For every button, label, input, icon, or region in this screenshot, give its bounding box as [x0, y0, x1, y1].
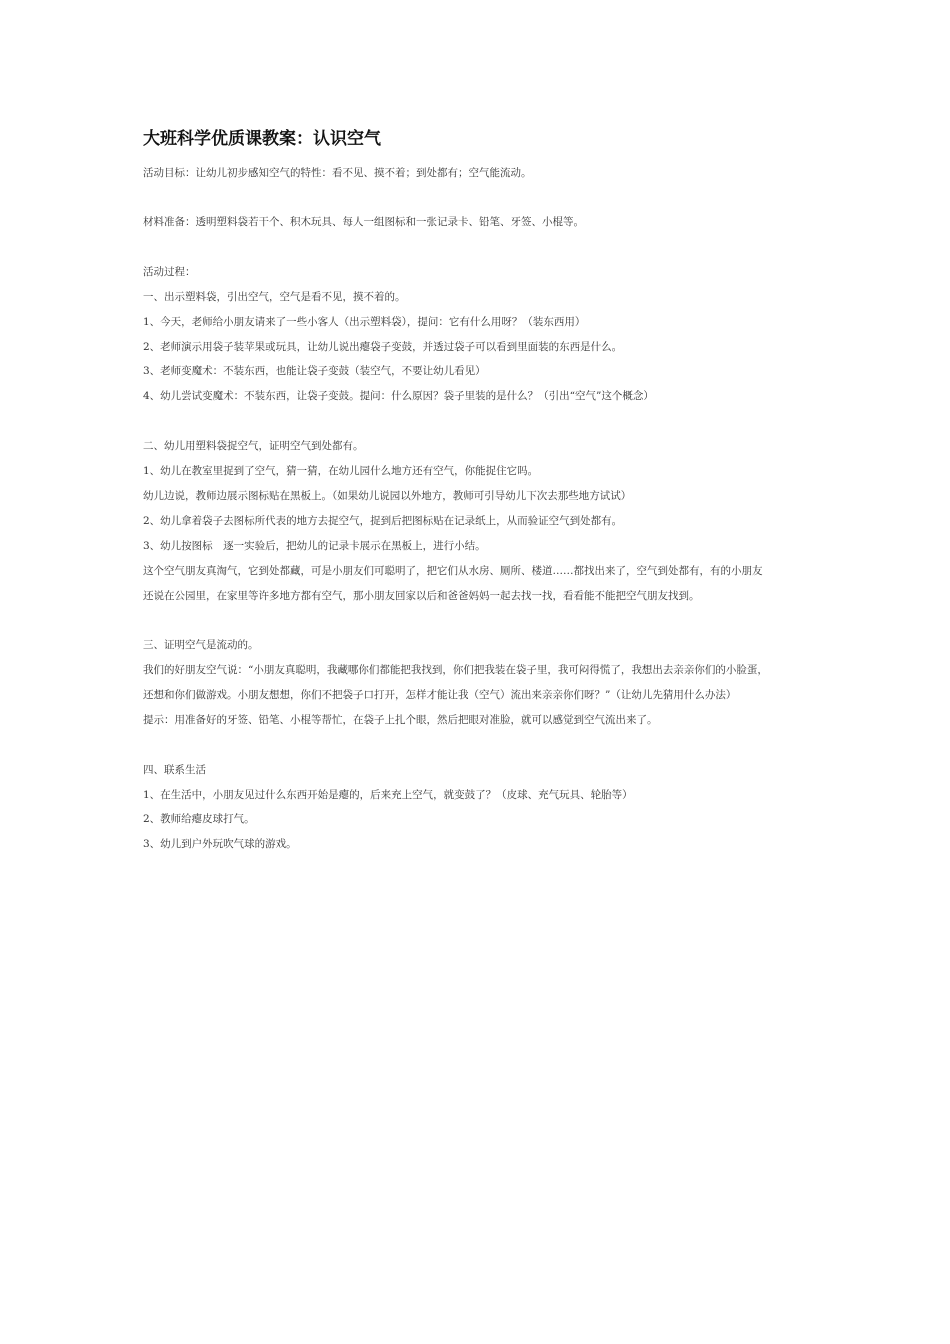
- section3-heading: 三、证明空气是流动的。: [143, 639, 259, 651]
- section3-line: 我们的好朋友空气说：“小朋友真聪明，我藏哪你们都能把我找到，你们把我装在袋子里，我可闷得慌了，我想出去亲亲你们的小脸蛋，: [143, 664, 768, 676]
- section2-line: 这个空气朋友真淘气，它到处都藏，可是小朋友们可聪明了，把它们从水房、厕所、楼道……都找出来了，空气到处都有，有的小朋友: [143, 565, 763, 577]
- activity-goal: 活动目标：让幼儿初步感知空气的特性：看不见、摸不着；到处都有；空气能流动。: [143, 167, 532, 179]
- section4-line: 1、在生活中，小朋友见过什么东西开始是瘪的，后来充上空气，就变鼓了？（皮球、充气玩具、轮胎等）: [143, 789, 633, 801]
- section2-line: 幼儿边说，教师边展示图标贴在黑板上。（如果幼儿说园以外地方，教师可引导幼儿下次去那些地方试试）: [143, 490, 632, 502]
- process-heading: 活动过程：: [143, 266, 196, 278]
- section2-line: 1、幼儿在教室里捉到了空气，猜一猜，在幼儿园什么地方还有空气，你能捉住它吗。: [143, 465, 539, 477]
- section3-line: 提示：用准备好的牙签、铅笔、小棍等帮忙，在袋子上扎个眼，然后把眼对准脸，就可以感觉到空气流出来了。: [143, 714, 658, 726]
- section1-line: 4、幼儿尝试变魔术：不装东西，让袋子变鼓。提问：什么原因？袋子里装的是什么？（引出“空气”这个概念）: [143, 390, 654, 402]
- section2-line: 还说在公园里，在家里等许多地方都有空气，那小朋友回家以后和爸爸妈妈一起去找一找，看看能不能把空气朋友找到。: [143, 590, 700, 602]
- section2-line: 3、幼儿按图标 逐一实验后，把幼儿的记录卡展示在黑板上，进行小结。: [143, 540, 486, 552]
- section2-heading: 二、幼儿用塑料袋捉空气，证明空气到处都有。: [143, 440, 364, 452]
- section2-line: 2、幼儿拿着袋子去图标所代表的地方去捉空气，捉到后把图标贴在记录纸上，从而验证空气到处都有。: [143, 515, 623, 527]
- materials-preparation: 材料准备：透明塑料袋若干个、积木玩具、每人一组图标和一张记录卡、铅笔、牙签、小棍等。: [143, 216, 584, 228]
- document-title: 大班科学优质课教案：认识空气: [143, 129, 381, 149]
- section1-line: 2、老师演示用袋子装苹果或玩具，让幼儿说出瘪袋子变鼓，并透过袋子可以看到里面装的东西是什么。: [143, 341, 623, 353]
- section4-line: 3、幼儿到户外玩吹气球的游戏。: [143, 838, 297, 850]
- section1-line: 1、今天，老师给小朋友请来了一些小客人（出示塑料袋），提问：它有什么用呀？（装东西用）: [143, 316, 586, 328]
- section4-heading: 四、联系生活: [143, 764, 206, 776]
- section4-line: 2、教师给瘪皮球打气。: [143, 813, 255, 825]
- section1-line: 3、老师变魔术：不装东西，也能让袋子变鼓（装空气，不要让幼儿看见）: [143, 365, 486, 377]
- section1-heading: 一、出示塑料袋，引出空气，空气是看不见，摸不着的。: [143, 291, 406, 303]
- section3-line: 还想和你们做游戏。小朋友想想，你们不把袋子口打开，怎样才能让我（空气）流出来亲亲你们呀？”（让幼儿先猜用什么办法）: [143, 689, 737, 701]
